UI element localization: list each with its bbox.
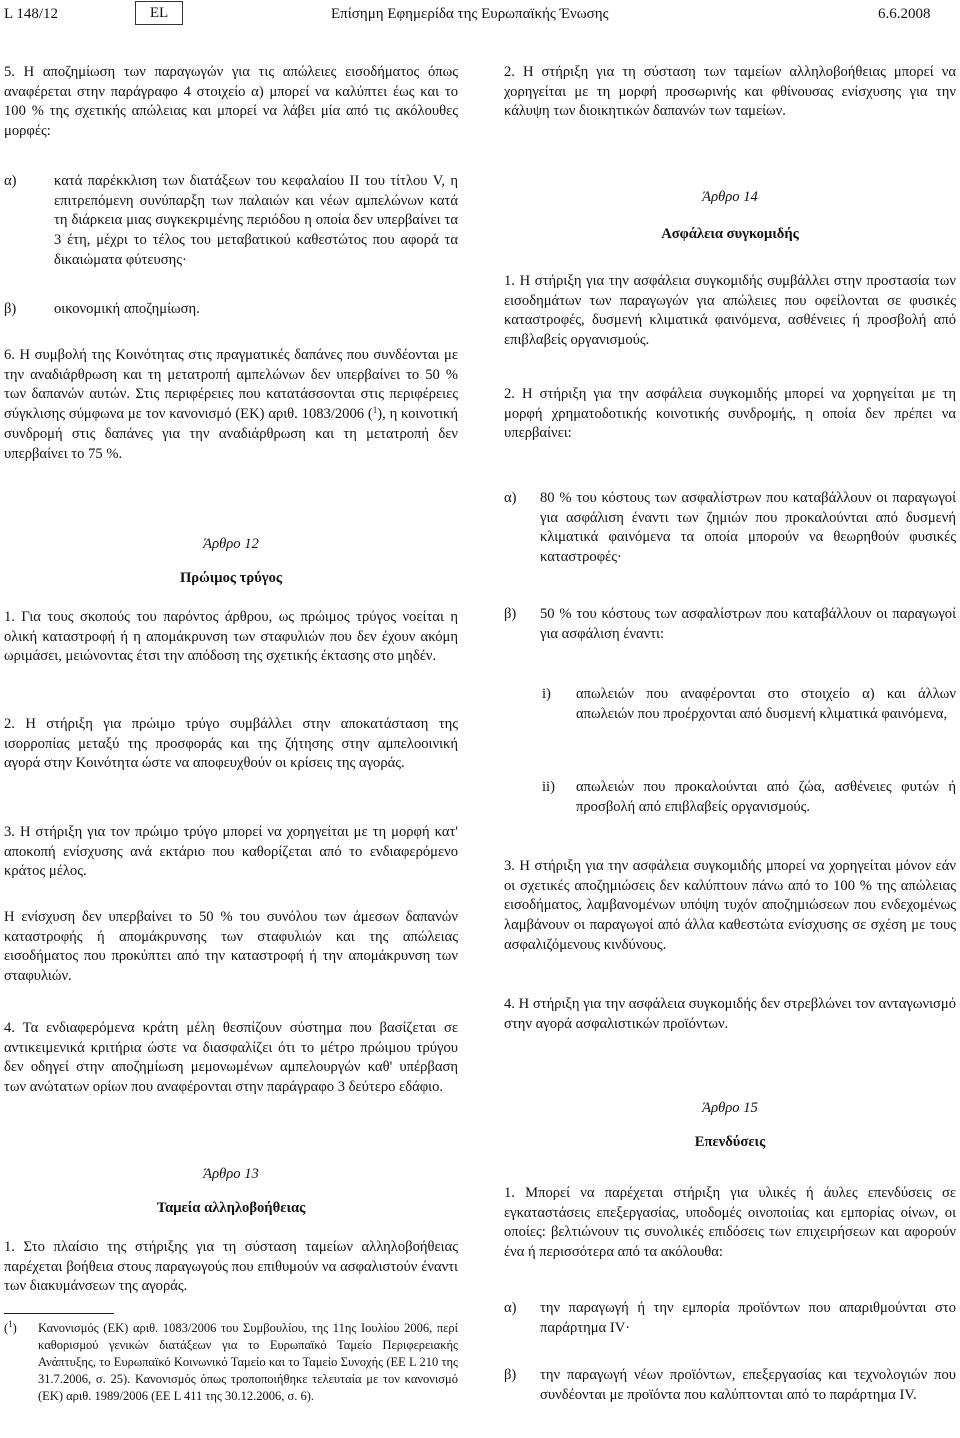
sublist-item-text: απωλειών που αναφέρονται στο στοιχείο α) και άλλων απωλειών που προέρχονται από δυσμενή κλιματικά φαινόμενα, (576, 686, 956, 722)
list-item-text: την παραγωγή ή την εμπορία προϊόντων που απαριθμούνται στο παράρτημα IV· (540, 1300, 956, 1336)
paragraph-5-intro: 5. Η αποζημίωση των παραγωγών για τις απώλειες εισοδήματος όπως αναφέρεται στην παράγραφο 4 στοιχείο α) μπορεί να καλύπτει έως και το 100 % της σχετικής απώλειας και μπορεί να λάβει μία από τις ακόλουθες μορφές: (4, 64, 458, 140)
footnote-text: Κανονισμός (ΕΚ) αριθ. 1083/2006 του Συμβουλίου, της 11ης Ιουλίου 2006, περί καθορισμού γενικών διατάξεων για το Ευρωπαϊκό Ταμείο Περιφερειακής Ανάπτυξης, το Ευρωπαϊκό Κοινωνικό Ταμείο και το Ταμείο Συνοχής (ΕΕ L 210 της 31.7.2006, σ. 25). Κανονισμός όπως τροποποιήθηκε τελευταία με τον κανονισμό (ΕΚ) αριθ. 1989/2006 (ΕΕ L 411 της 30.12.2006, σ. 6). (38, 1321, 458, 1403)
article-15-heading: Άρθρο 15 (702, 1100, 758, 1116)
list-item-text: την παραγωγή νέων προϊόντων, επεξεργασίας και τεχνολογιών που συνδέονται με προϊόντα που καλύπτονται από το παράρτημα IV. (540, 1367, 956, 1403)
list-item-text: οικονομική αποζημίωση. (54, 301, 200, 317)
footnote-divider (4, 1313, 114, 1314)
list-label: β) (4, 301, 17, 317)
article-12-heading: Άρθρο 12 (203, 536, 259, 552)
sublist-label: ii) (542, 779, 555, 795)
article-14-paragraph-2: 2. Η στήριξη για την ασφάλεια συγκομιδής μπορεί να χορηγείται με τη μορφή χρηματοδοτικής κοινοτικής συνδρομής, η οποία δεν πρέπει να υπερβαίνει: (504, 386, 956, 442)
article-14-paragraph-4: 4. Η στήριξη για την ασφάλεια συγκομιδής δεν στρεβλώνει τον ανταγωνισμό στην αγορά ασφαλιστικών προϊόντων. (504, 996, 956, 1032)
article-13-paragraph-1: 1. Στο πλαίσιο της στήριξης για τη σύσταση ταμείων αλληλοβοήθειας παρέχεται βοήθεια στους παραγωγούς που επιθυμούν να ασφαλιστούν έναντι των διακυμάνσεων της αγοράς. (4, 1239, 458, 1295)
article-14-paragraph-1: 1. Η στήριξη για την ασφάλεια συγκομιδής συμβάλλει στην προστασία των εισοδημάτων των παραγωγών για απώλειες που οφείλονται σε φυσικές καταστροφές, δυσμενή κλιματικά φαινόμενα, ασθένειες ή προσβολή από επιβλαβείς οργανισμούς. (504, 273, 956, 349)
page-header (0, 0, 960, 30)
article-12-paragraph-1: 1. Για τους σκοπούς του παρόντος άρθρου, ως πρώιμος τρύγος νοείται η ολική καταστροφή ή η απομάκρυνση των σταφυλιών που δεν έχουν ακόμη ωριμάσει, μειώνοντας έτσι την απόδοση της σχετικής έκτασης στο μηδέν. (4, 609, 458, 665)
footnote-ref: 1 (372, 405, 378, 416)
paragraph-6: 6. Η συμβολή της Κοινότητας στις πραγματικές δαπάνες που συνδέονται με την αναδιάρθρωση και τη μετατροπή αμπελώνων δεν υπερβαίνει το 50 % των δαπανών αυτών. Στις περιφέρειες που κατατάσσονται στις περιφέρειες σύγκλισης σύμφωνα με τον κανονισμό (ΕΚ) αριθ. 1083/2006 ($^1$), η κοινοτική συνδρομή στις δαπάνες για την αναδιάρθρωση και τη μετατροπή δεν υπερβαίνει το 75 %. (4, 347, 458, 462)
list-item-text: κατά παρέκκλιση των διατάξεων του κεφαλαίου II του τίτλου V, η επιτρεπόμενη συνύπαρξη των παλαιών και νέων αμπελώνων κατά τη διάρκεια μιας συγκεκριμένης περιόδου η οποία δεν υπερβαίνει τα 3 έτη, μέχρι το τέλος του μεταβατικού καθεστώτος που αφορά τα δικαιώματα φύτευσης· (54, 173, 458, 268)
article-13-paragraph-2: 2. Η στήριξη για τη σύσταση των ταμείων αλληλοβοήθειας μπορεί να χορηγείται με τη μορφή προσωρινής και φθίνουσας ενίσχυσης για την κάλυψη των διοικητικών δαπανών των ταμείων. (504, 64, 956, 120)
article-12-paragraph-4: 4. Τα ενδιαφερόμενα κράτη μέλη θεσπίζουν σύστημα που βασίζεται σε αντικειμενικά κριτήρια ώστε να διασφαλίζει ότι το μέτρο πρώιμου τρύγου δεν οδηγεί στην αποζημίωση μεμονωμένων αμπελουργών καθ' υπέρβαση των ανώτατων ορίων που αναφέρονται στην παράγραφο 3 δεύτερο εδάφιο. (4, 1020, 458, 1096)
list-label: α) (4, 173, 17, 189)
list-item-text: 80 % του κόστους των ασφαλίστρων που καταβάλλουν οι παραγωγοί για ασφάλιση έναντι των ζημιών που προκαλούνται από δυσμενή κλιματικά φαινόμενα τα οποία μπορούν να θεωρηθούν φυσικές καταστροφές· (540, 490, 956, 566)
article-12-paragraph-2: 2. Η στήριξη για πρώιμο τρύγο συμβάλλει στην αποκατάσταση της ισορροπίας μεταξύ της προσφοράς και της ζήτησης στην αμπελοοινική αγορά στην Κοινότητα ώστε να αποφευχθούν οι κρίσεις της αγοράς. (4, 716, 458, 772)
article-12-title: Πρώιμος τρύγος (179, 570, 283, 586)
article-12-paragraph-3b: Η ενίσχυση δεν υπερβαίνει το 50 % του συνόλου των άμεσων δαπανών καταστροφής ή απομάκρυνσης των σταφυλιών και της απώλειας εισοδήματος που προκύπτει από την καταστροφή ή την απομάκρυνση των σταφυλιών. (4, 909, 458, 985)
sublist-item-text: απωλειών που προκαλούνται από ζώα, ασθένειες φυτών ή προσβολή από επιβλαβείς οργανισμούς. (576, 779, 956, 815)
journal-reference: L 148/12 (4, 6, 59, 22)
publication-date: 6.6.2008 (878, 6, 931, 22)
sublist-label: i) (542, 686, 551, 702)
list-label: β) (504, 1367, 517, 1383)
list-label: α) (504, 490, 517, 506)
article-15-title: Επενδύσεις (694, 1134, 766, 1150)
article-15-paragraph-1: 1. Μπορεί να παρέχεται στήριξη για υλικές ή άυλες επενδύσεις σε εγκαταστάσεις επεξεργασίας, υποδομές οινοποιίας και εμπορίας οίνων, οι οποίες: βελτιώνουν τις συνολικές επιδόσεις των επιχειρήσεων και αφορούν ένα ή περισσότερα από τα ακόλουθα: (504, 1185, 956, 1261)
article-14-title: Ασφάλεια συγκομιδής (661, 226, 799, 242)
article-12-paragraph-3: 3. Η στήριξη για τον πρώιμο τρύγο μπορεί να χορηγείται με τη μορφή κατ' αποκοπή ενίσχυσης ανά εκτάριο που καθορίζεται από το ενδιαφερόμενο κράτος μέλος. (4, 824, 458, 880)
article-14-heading: Άρθρο 14 (702, 189, 758, 205)
journal-title: Επίσημη Εφημερίδα της Ευρωπαϊκής Ένωσης (331, 6, 609, 22)
article-14-paragraph-3: 3. Η στήριξη για την ασφάλεια συγκομιδής μπορεί να χορηγείται μόνον εάν οι σχετικές αποζημιώσεις δεν καλύπτουν πάνω από το 100 % της απώλειας εισοδήματος, λαμβανομένων υπόψη τυχόν αποζημιώσεων που ενδεχομένως λαμβάνουν οι παραγωγοί από άλλα καθεστώτα ενίσχυσης σε σχέση με τους ασφαλιζόμενους κινδύνους. (504, 858, 956, 953)
list-item-text: 50 % του κόστους των ασφαλίστρων που καταβάλλουν οι παραγωγοί για ασφάλιση έναντι: (540, 606, 956, 642)
language-badge: EL (135, 1, 183, 25)
list-label: β) (504, 606, 517, 622)
list-label: α) (504, 1300, 517, 1316)
article-13-title: Ταμεία αλληλοβοήθειας (156, 1200, 306, 1216)
article-13-heading: Άρθρο 13 (203, 1166, 259, 1182)
footnote-marker: ($^1$) (4, 1319, 17, 1335)
